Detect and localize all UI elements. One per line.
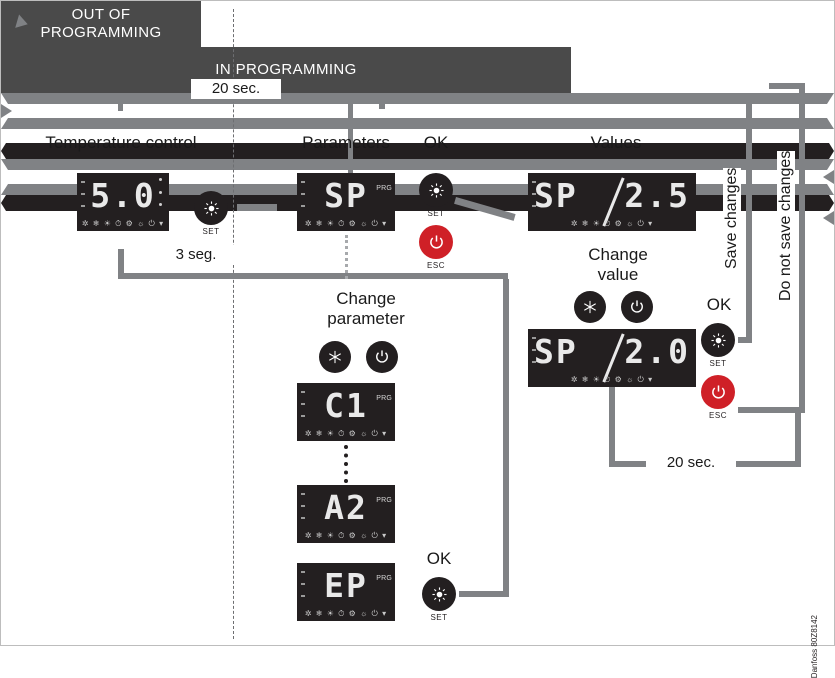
label-3seg: 3 seg.: [151, 245, 241, 265]
dotted-connector-parameter-list: [344, 445, 348, 483]
banner-in-programming: IN PROGRAMMING: [1, 47, 571, 93]
display-icon-bar: ✲ ❄ ☀ ⏱ ⚙ ☼ ⏻ ▾: [304, 219, 388, 228]
display-icon-bar: ✲ ❄ ☀ ⏱ ⚙ ☼ ⏻ ▾: [304, 609, 388, 618]
set-button-confirm-parameter[interactable]: [419, 173, 453, 218]
line-20sec-top-left-drop: [118, 97, 123, 111]
esc-button-caption: ESC: [709, 411, 727, 420]
label-temperature-control: Temperature control: [45, 133, 197, 152]
power-icon: [711, 385, 726, 400]
line-do-not-save-top: [769, 83, 805, 89]
light-bulb-icon: [432, 587, 447, 602]
display-prg-indicator: PRG: [376, 185, 392, 192]
display-temperature-value: 5.0: [90, 176, 156, 215]
set-button-save-value[interactable]: [701, 323, 735, 368]
display-value-sp-20: [528, 329, 696, 387]
line-3seg-up-stub: [118, 249, 124, 277]
display-prg-indicator: PRG: [376, 575, 392, 582]
display-icon-bar: ✲ ❄ ☀ ⏱ ⚙ ☼ ⏻ ▾: [570, 375, 654, 384]
label-parameters: Parameters: [302, 133, 390, 152]
dotted-connector-parameters: [345, 235, 348, 279]
label-save-changes: Save changes: [723, 167, 740, 269]
label-ok-top: OK: [423, 133, 449, 152]
set-button-caption: SET: [430, 613, 448, 622]
display-value-left: SP: [534, 332, 578, 371]
label-do-not-save-changes: Do not save changes: [777, 150, 794, 301]
line-20sec-bottom-rise: [795, 413, 801, 465]
arrow-3seg-head: [1, 118, 834, 129]
down-button-decrease-value[interactable]: [621, 291, 653, 323]
display-prg-indicator: PRG: [376, 497, 392, 504]
label-change-value: Change value: [588, 245, 648, 284]
display-parameter-sp: [297, 173, 395, 231]
set-button-caption: SET: [427, 209, 445, 218]
display-icon-bar: ✲ ❄ ☀ ⏱ ⚙ ☼ ⏻ ▾: [304, 531, 388, 540]
display-prg-indicator: PRG: [376, 395, 392, 402]
footer-brand: Danfoss: [810, 648, 819, 678]
esc-button-caption: ESC: [427, 261, 445, 270]
light-bulb-icon: [711, 333, 726, 348]
display-parameter-ep: [297, 563, 395, 621]
label-ok-bottom: OK: [426, 549, 452, 568]
display-temperature: [77, 173, 169, 231]
power-icon: [630, 300, 644, 314]
display-value-sp-25: [528, 173, 696, 231]
display-parameter-ep-value: EP: [324, 566, 368, 605]
light-bulb-icon: [429, 183, 444, 198]
banner-out-of-programming: OUT OF PROGRAMMING: [1, 1, 201, 47]
display-icon-bar: ✲ ❄ ☀ ⏱ ⚙ ☼ ⏻ ▾: [81, 219, 165, 228]
display-parameter-c1-value: C1: [324, 386, 368, 425]
power-icon: [375, 350, 389, 364]
label-values: Values: [590, 133, 642, 152]
set-button-caption: SET: [709, 359, 727, 368]
line-save-changes-top: [379, 93, 752, 99]
light-bulb-icon: [204, 201, 219, 216]
set-button-caption: SET: [202, 227, 220, 236]
display-parameter-a2: [297, 485, 395, 543]
footer-brand-code: [810, 615, 820, 678]
up-button-increase-value[interactable]: [574, 291, 606, 323]
set-button-confirm-ep[interactable]: [422, 577, 456, 622]
defrost-snowflake-icon: [583, 300, 597, 314]
display-parameter-sp-value: SP: [324, 176, 368, 215]
set-button-enter-programming[interactable]: [194, 191, 228, 236]
footer-code: 80Z8142: [810, 615, 819, 647]
display-value-left: SP: [534, 176, 578, 215]
display-parameter-a2-value: A2: [324, 488, 368, 527]
label-20sec-bottom: 20 sec.: [646, 453, 736, 473]
line-20sec-bottom-drop: [609, 387, 615, 467]
line-3seg-horizontal: [118, 273, 508, 279]
line-ep-to-return-vertical: [503, 279, 509, 594]
arrow-temp-to-parameters-head: [1, 104, 834, 118]
esc-button-discard-value[interactable]: [701, 375, 735, 420]
power-icon: [429, 235, 444, 250]
label-20sec-top: 20 sec.: [191, 79, 281, 99]
label-ok-middle: OK: [706, 295, 732, 314]
line-do-not-save-vertical: [799, 83, 805, 413]
line-ep-to-return-horizontal: [459, 591, 509, 597]
line-temp-to-parameters: [237, 204, 277, 211]
arrow-save-changes-head: [1, 159, 834, 170]
line-save-changes-vertical: [746, 93, 752, 343]
line-save-changes-from-set: [738, 337, 750, 343]
label-change-parameter: Change parameter: [327, 289, 405, 328]
line-save-changes-drop-to-parameters: [379, 93, 385, 109]
section-divider: [233, 9, 234, 639]
up-button-next-parameter[interactable]: [319, 341, 351, 373]
display-status-dots: [158, 178, 163, 206]
display-icon-bar: ✲ ❄ ☀ ⏱ ⚙ ☼ ⏻ ▾: [570, 219, 654, 228]
display-icon-bar: ✲ ❄ ☀ ⏱ ⚙ ☼ ⏻ ▾: [304, 429, 388, 438]
down-button-previous-parameter[interactable]: [366, 341, 398, 373]
defrost-snowflake-icon: [328, 350, 342, 364]
esc-button-exit-parameter[interactable]: [419, 225, 453, 270]
display-value-right: 2.5: [624, 176, 690, 215]
display-parameter-c1: [297, 383, 395, 441]
display-value-right: 2.0: [624, 332, 690, 371]
